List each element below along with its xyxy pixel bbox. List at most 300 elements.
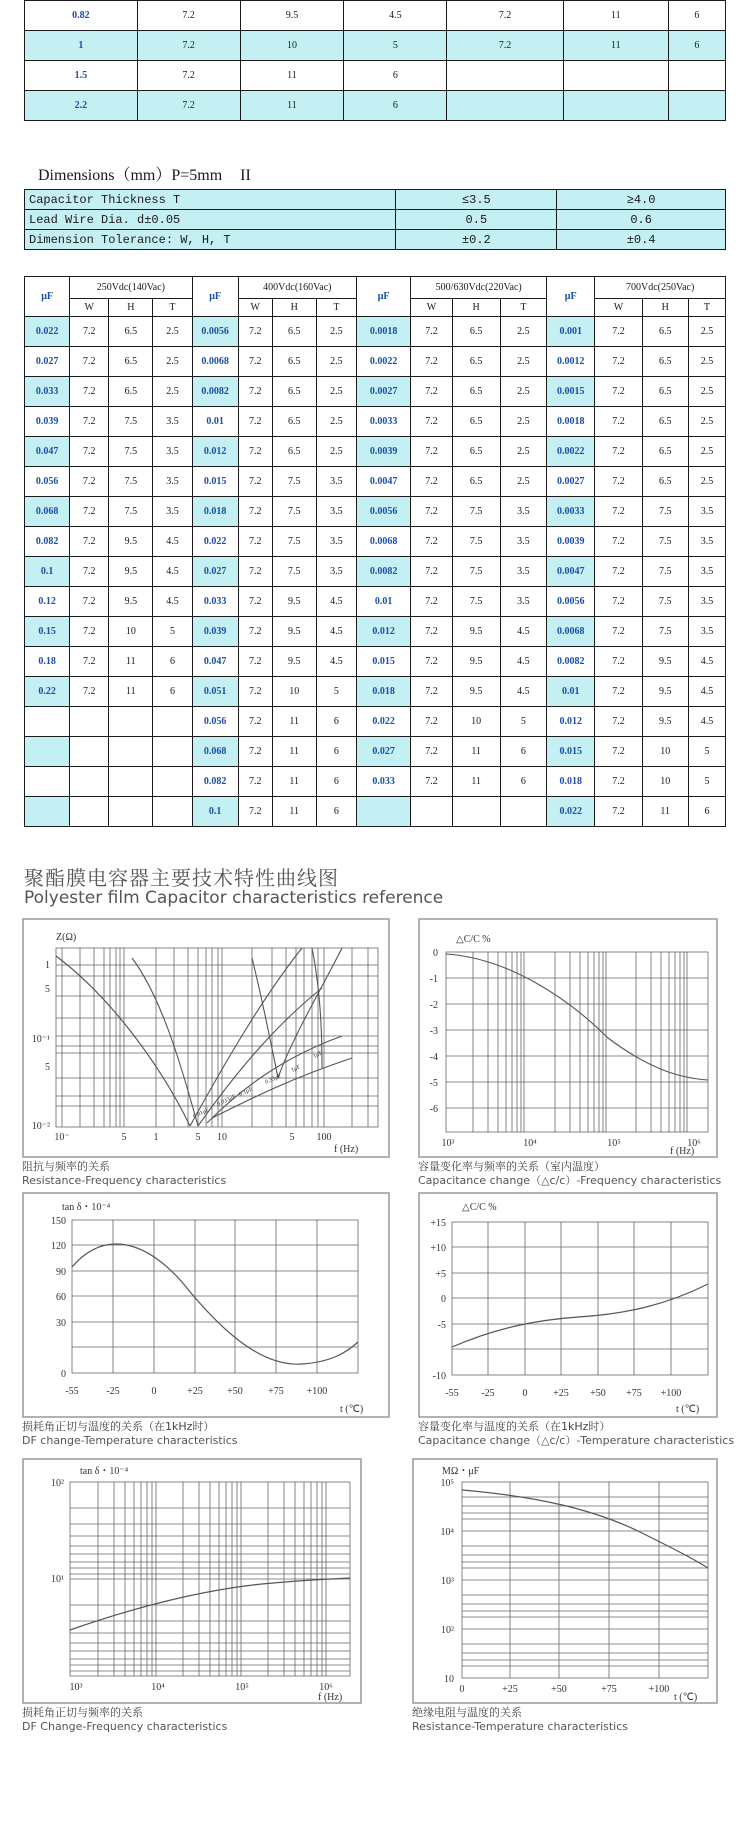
- header-row: [25, 277, 726, 299]
- table-row: [25, 61, 726, 91]
- chart2-caption-en: Capacitance change（△c/c）-Frequency characteristics: [418, 1174, 722, 1187]
- table-cell: [25, 767, 70, 797]
- tick-label: +50: [227, 1386, 243, 1397]
- table-cell: 6.5: [109, 317, 153, 347]
- tick-label: -55: [445, 1388, 459, 1399]
- table-cell: 11: [452, 737, 500, 767]
- table-cell: 0.022: [192, 527, 238, 557]
- table-cell: 0.022: [356, 707, 410, 737]
- table-cell: 7.2: [595, 347, 642, 377]
- table-cell: 0.056: [25, 467, 70, 497]
- table-cell: 2.5: [153, 377, 192, 407]
- table-cell: 2.5: [316, 407, 356, 437]
- table-cell: 6.5: [642, 347, 688, 377]
- table-row: [25, 677, 726, 707]
- table-cell: 0.082: [192, 767, 238, 797]
- tick-label: 1: [45, 960, 50, 971]
- tick-label: 10²: [441, 1625, 454, 1636]
- table-cell: [153, 767, 192, 797]
- table-cell: 9.5: [642, 647, 688, 677]
- table-cell: 2.5: [688, 317, 725, 347]
- table-cell: 4.5: [500, 647, 546, 677]
- tick-label: 10⁵: [235, 1682, 249, 1693]
- table-cell: 3.5: [153, 437, 192, 467]
- table-cell: 11: [272, 797, 316, 827]
- table-cell: 5: [688, 737, 725, 767]
- table-cell: 7.2: [238, 587, 272, 617]
- table-cell: 7.2: [411, 317, 452, 347]
- table-cell: 6: [668, 1, 725, 31]
- table-cell: 7.2: [447, 31, 564, 61]
- tick-label: 5: [45, 984, 50, 995]
- table-cell: 2.5: [500, 407, 546, 437]
- table-cell: 7.2: [70, 347, 109, 377]
- table-cell: 3.5: [153, 467, 192, 497]
- table-cell: 11: [642, 797, 688, 827]
- chart6-caption-en: Resistance-Temperature characteristics: [412, 1720, 629, 1733]
- ylabel: Z(Ω): [56, 932, 77, 943]
- table-cell: 0.056: [192, 707, 238, 737]
- table-cell: 2.5: [316, 347, 356, 377]
- table-cell: 0.0082: [356, 557, 410, 587]
- chart3-caption-cn: 损耗角正切与温度的关系（在1kHz时）: [22, 1420, 215, 1433]
- table-cell: 4.5: [344, 1, 447, 31]
- grid: [452, 1222, 708, 1375]
- table-cell: 0.01: [547, 677, 595, 707]
- table-cell: 7.2: [595, 407, 642, 437]
- table-cell: 3.5: [316, 527, 356, 557]
- table-cell: 7.2: [238, 707, 272, 737]
- table-cell: 0.022: [547, 797, 595, 827]
- table-cell: 7.2: [411, 707, 452, 737]
- tick-label: -25: [106, 1386, 120, 1397]
- tick-label: 0: [151, 1386, 157, 1397]
- table-cell: 2.5: [153, 347, 192, 377]
- ylabel: MΩ・μF: [442, 1466, 480, 1477]
- table-cell: 0.018: [192, 497, 238, 527]
- table-cell: 0.001: [547, 317, 595, 347]
- grid: [72, 1220, 358, 1373]
- tick-label: 10⁴: [440, 1527, 454, 1538]
- tick-label: 0: [61, 1369, 66, 1380]
- table-row: [25, 91, 726, 121]
- table-cell: 0.0039: [547, 527, 595, 557]
- table-cell: 7.2: [70, 587, 109, 617]
- table-cell: 4.5: [688, 707, 725, 737]
- table-cell: 11: [563, 1, 668, 31]
- tick-label: 30: [56, 1318, 66, 1329]
- table-row: [25, 707, 726, 737]
- table-cell: 0.047: [25, 437, 70, 467]
- table-cell: 7.2: [411, 497, 452, 527]
- table-cell: 7.2: [411, 677, 452, 707]
- table-cell: 7.2: [238, 767, 272, 797]
- table-cell: 7.2: [238, 317, 272, 347]
- curve: [452, 1284, 708, 1347]
- table-cell: 3.5: [500, 557, 546, 587]
- table-cell: 7.5: [272, 467, 316, 497]
- ylabel: △C/C %: [456, 934, 491, 945]
- table-cell: 7.2: [238, 647, 272, 677]
- table-cell: 7.2: [447, 1, 564, 31]
- tick-label: 10³: [441, 1576, 454, 1587]
- table-cell: 5: [500, 707, 546, 737]
- table-cell: 3.5: [688, 617, 725, 647]
- table-cell: 0.15: [25, 617, 70, 647]
- table-row: [25, 527, 726, 557]
- table-cell: 0.1: [192, 797, 238, 827]
- table-cell: 2.5: [500, 467, 546, 497]
- chart-capacitance-temperature: [418, 1192, 718, 1418]
- table-cell: 6.5: [109, 377, 153, 407]
- xlabel: f (Hz): [670, 1146, 695, 1157]
- tick-label: -55: [65, 1386, 79, 1397]
- table-cell: 7.5: [642, 527, 688, 557]
- table-cell: 3.5: [500, 497, 546, 527]
- table-cell: 0.012: [192, 437, 238, 467]
- y-ticks: [32, 960, 50, 1132]
- table-cell: 3.5: [316, 557, 356, 587]
- table-cell: 10: [452, 707, 500, 737]
- table-cell: 6.5: [452, 437, 500, 467]
- chart4-caption-cn: 容量变化率与温度的关系（在1kHz时）: [418, 1420, 611, 1433]
- chart5-caption-cn: 损耗角正切与频率的关系: [22, 1706, 143, 1719]
- table-cell: 6.5: [642, 467, 688, 497]
- table-cell: 7.2: [595, 437, 642, 467]
- table-cell: 2.5: [316, 437, 356, 467]
- table-cell: 0.0033: [547, 497, 595, 527]
- table-row: [25, 587, 726, 617]
- table-cell: 0.82: [25, 1, 138, 31]
- table-cell: 4.5: [316, 587, 356, 617]
- table-cell: 5: [316, 677, 356, 707]
- chart2-caption-cn: 容量变化率与频率的关系（室内温度）: [418, 1160, 605, 1173]
- ylabel: tan δ・10⁻⁴: [80, 1466, 129, 1477]
- table-row: [25, 407, 726, 437]
- table-cell: 3.5: [688, 557, 725, 587]
- chart3-caption-en: DF change-Temperature characteristics: [22, 1434, 238, 1447]
- table-cell: 9.5: [452, 677, 500, 707]
- table-cell: 7.2: [70, 407, 109, 437]
- table-cell: 3.5: [500, 587, 546, 617]
- table-cell: 9.5: [452, 617, 500, 647]
- dimension-label: Capacitor Thickness T: [25, 190, 396, 210]
- table-cell: 0.0082: [192, 377, 238, 407]
- table-cell: 6: [500, 767, 546, 797]
- table-row: [25, 190, 726, 210]
- table-cell: 3.5: [500, 527, 546, 557]
- table-cell: 0.0018: [356, 317, 410, 347]
- table-row: [25, 377, 726, 407]
- table-cell: 10: [642, 737, 688, 767]
- tick-label: 10⁵: [440, 1478, 454, 1489]
- table-cell: 5: [153, 617, 192, 647]
- table-cell: 2.5: [500, 317, 546, 347]
- chart-frame: [23, 1459, 361, 1703]
- table-cell: [109, 737, 153, 767]
- table-cell: [356, 797, 410, 827]
- table-cell: 7.2: [595, 707, 642, 737]
- grid: [70, 1482, 350, 1676]
- table-cell: 0.012: [356, 617, 410, 647]
- table-cell: 0.033: [25, 377, 70, 407]
- dim-header: W: [238, 299, 272, 317]
- table-cell: 6: [688, 797, 725, 827]
- curve: [462, 1490, 708, 1568]
- table-cell: 7.2: [238, 737, 272, 767]
- table-cell: 7.5: [272, 497, 316, 527]
- table-cell: 7.2: [411, 377, 452, 407]
- table-cell: 0.027: [192, 557, 238, 587]
- table-cell: 7.2: [70, 377, 109, 407]
- table-cell: 11: [272, 767, 316, 797]
- table-cell: 0.039: [192, 617, 238, 647]
- table-cell: [452, 797, 500, 827]
- dim-header: H: [452, 299, 500, 317]
- xlabel: f (Hz): [334, 1144, 359, 1155]
- dimensions-heading: [38, 162, 251, 185]
- table-cell: 0.0039: [356, 437, 410, 467]
- curve-label: 0.033μF: [216, 1093, 238, 1108]
- curves: [56, 948, 352, 1126]
- chart-frame: [419, 919, 717, 1157]
- table-cell: 7.2: [70, 317, 109, 347]
- tick-label: +50: [551, 1684, 567, 1695]
- table-cell: 6.5: [272, 377, 316, 407]
- table-cell: 7.2: [137, 31, 240, 61]
- table-cell: 6.5: [452, 407, 500, 437]
- dimension-value: ≤3.5: [396, 190, 557, 210]
- xlabel: t (℃): [674, 1692, 698, 1703]
- table-cell: 7.2: [411, 527, 452, 557]
- table-cell: 7.5: [642, 557, 688, 587]
- grid: [446, 952, 708, 1132]
- table-row: [25, 347, 726, 377]
- table-cell: 11: [109, 647, 153, 677]
- table-cell: 0.0022: [547, 437, 595, 467]
- table-cell: 0.022: [25, 317, 70, 347]
- table-cell: 0.01: [356, 587, 410, 617]
- chart-impedance-frequency: [22, 918, 390, 1158]
- voltage-header: 400Vdc(160Vac): [238, 277, 356, 299]
- table-cell: 2.5: [316, 317, 356, 347]
- table-cell: 0.015: [547, 737, 595, 767]
- tick-label: 0: [522, 1388, 528, 1399]
- tick-label: 10⁶: [687, 1138, 701, 1149]
- table-cell: 6.5: [452, 317, 500, 347]
- x-ticks: [70, 1682, 334, 1693]
- characteristics-title-cn: 聚酯膜电容器主要技术特性曲线图: [24, 866, 339, 890]
- y-ticks: [430, 1218, 446, 1382]
- table-cell: 10: [642, 767, 688, 797]
- tick-label: -5: [429, 1078, 438, 1089]
- table-cell: 9.5: [452, 647, 500, 677]
- tick-label: 10⁵: [607, 1138, 621, 1149]
- chart4-caption-en: Capacitance change（△c/c）-Temperature characteristics: [418, 1434, 735, 1447]
- table-cell: 2.5: [688, 437, 725, 467]
- table-cell: 7.2: [238, 617, 272, 647]
- table-cell: 6.5: [272, 407, 316, 437]
- table-cell: 7.5: [452, 527, 500, 557]
- table-cell: 0.0018: [547, 407, 595, 437]
- dimension-value: ±0.4: [557, 230, 726, 250]
- table-cell: 9.5: [272, 617, 316, 647]
- table-cell: 0.039: [25, 407, 70, 437]
- chart-frame: [413, 1459, 717, 1703]
- table-cell: 7.5: [109, 497, 153, 527]
- table-cell: 7.2: [595, 587, 642, 617]
- y-ticks: [441, 1478, 455, 1685]
- chart1-caption-cn: 阻抗与频率的关系: [22, 1160, 110, 1173]
- table-cell: 0.0033: [356, 407, 410, 437]
- table-cell: 7.5: [272, 557, 316, 587]
- table-cell: 11: [240, 91, 344, 121]
- table-cell: 7.2: [411, 617, 452, 647]
- table-cell: 7.5: [109, 437, 153, 467]
- table-cell: 7.2: [411, 767, 452, 797]
- xlabel: t (℃): [340, 1404, 364, 1415]
- table-cell: 0.18: [25, 647, 70, 677]
- table-cell: 0.0022: [356, 347, 410, 377]
- table-cell: 0.22: [25, 677, 70, 707]
- dim-header: T: [316, 299, 356, 317]
- table-cell: 6.5: [642, 377, 688, 407]
- table-cell: 0.0012: [547, 347, 595, 377]
- table-cell: [109, 797, 153, 827]
- table-cell: 2.5: [500, 377, 546, 407]
- uf-header: μF: [356, 277, 410, 317]
- table-cell: 7.2: [411, 587, 452, 617]
- table-cell: 6: [316, 707, 356, 737]
- table-cell: 7.2: [411, 407, 452, 437]
- curve: [72, 1244, 358, 1364]
- table-cell: [25, 797, 70, 827]
- table-cell: 4.5: [500, 677, 546, 707]
- ylabel: △C/C %: [462, 1202, 497, 1213]
- voltage-header: 500/630Vdc(220Vac): [411, 277, 547, 299]
- table-cell: 7.2: [595, 797, 642, 827]
- tick-label: 10⁻¹: [31, 1034, 50, 1045]
- y-ticks: [51, 1478, 64, 1585]
- table-cell: 0.0068: [192, 347, 238, 377]
- table-cell: 0.018: [547, 767, 595, 797]
- table-cell: 0.0068: [547, 617, 595, 647]
- table-cell: 9.5: [109, 557, 153, 587]
- x-ticks: [65, 1386, 327, 1397]
- dim-header: W: [411, 299, 452, 317]
- table-cell: 7.2: [238, 437, 272, 467]
- chart6-caption-cn: 绝缘电阻与温度的关系: [412, 1706, 522, 1719]
- table-cell: 7.2: [70, 497, 109, 527]
- tick-label: 10⁻: [54, 1132, 70, 1143]
- chart1-caption-en: Resistance-Frequency characteristics: [22, 1174, 227, 1187]
- table-cell: 2.2: [25, 91, 138, 121]
- table-cell: 7.5: [642, 497, 688, 527]
- table-cell: 6: [500, 737, 546, 767]
- characteristics-title-en: Polyester film Capacitor characteristics reference: [24, 888, 444, 908]
- tick-label: +25: [553, 1388, 569, 1399]
- table-cell: 2.5: [688, 347, 725, 377]
- dimension-label: Lead Wire Dia. d±0.05: [25, 210, 396, 230]
- table-row: [25, 31, 726, 61]
- curve-label: 0.1μF: [238, 1086, 254, 1098]
- table-cell: 7.2: [595, 557, 642, 587]
- dim-header: T: [688, 299, 725, 317]
- tick-label: +10: [430, 1243, 446, 1254]
- table-cell: 3.5: [316, 497, 356, 527]
- table-cell: 7.2: [238, 677, 272, 707]
- table-cell: 7.2: [595, 767, 642, 797]
- uf-header: μF: [25, 277, 70, 317]
- table-cell: 7.2: [70, 677, 109, 707]
- table-cell: 6: [668, 31, 725, 61]
- table-cell: 11: [272, 707, 316, 737]
- table-cell: 0.082: [25, 527, 70, 557]
- dimension-value: ±0.2: [396, 230, 557, 250]
- xlabel: f (Hz): [318, 1692, 343, 1703]
- chart-df-temperature: [22, 1192, 390, 1418]
- table-row: [25, 767, 726, 797]
- tick-label: 10²: [51, 1478, 64, 1489]
- table-cell: 11: [272, 737, 316, 767]
- table-cell: 4.5: [316, 617, 356, 647]
- table-cell: 10: [272, 677, 316, 707]
- table-cell: 7.2: [595, 467, 642, 497]
- table-cell: 6: [153, 647, 192, 677]
- table-cell: 7.2: [595, 647, 642, 677]
- capacitance-dimensions-table: [24, 276, 726, 827]
- uf-header: μF: [547, 277, 595, 317]
- uf-header: μF: [192, 277, 238, 317]
- tick-label: 5: [195, 1132, 201, 1143]
- table-cell: 6.5: [642, 317, 688, 347]
- curve-label: 0.33μF: [264, 1073, 283, 1086]
- x-ticks: [445, 1388, 681, 1399]
- table-cell: 10: [240, 31, 344, 61]
- tick-label: 10¹: [51, 1574, 64, 1585]
- table-cell: 0.01: [192, 407, 238, 437]
- table-cell: 7.2: [595, 677, 642, 707]
- table-cell: 11: [240, 61, 344, 91]
- ylabel: tan δ・10⁻⁴: [62, 1202, 111, 1213]
- dimension-value: 0.5: [396, 210, 557, 230]
- table-cell: 6.5: [272, 437, 316, 467]
- tick-label: 5: [121, 1132, 127, 1143]
- dim-header: W: [595, 299, 642, 317]
- table-cell: 6: [153, 677, 192, 707]
- table-cell: 5: [344, 31, 447, 61]
- table-cell: 7.5: [642, 617, 688, 647]
- curve-label: 1μF: [290, 1064, 302, 1074]
- table-cell: 6.5: [452, 347, 500, 377]
- table-cell: 7.2: [70, 437, 109, 467]
- tick-label: 10: [217, 1132, 227, 1143]
- table-cell: [109, 707, 153, 737]
- table-row: [25, 437, 726, 467]
- table-cell: 2.5: [688, 377, 725, 407]
- table-cell: [500, 797, 546, 827]
- table-cell: 7.2: [137, 1, 240, 31]
- table-cell: 2.5: [316, 377, 356, 407]
- table-cell: 7.2: [70, 647, 109, 677]
- table-cell: 6: [316, 767, 356, 797]
- table-cell: 7.2: [595, 737, 642, 767]
- table-row: [25, 317, 726, 347]
- chart5-caption-en: DF Change-Frequency characteristics: [22, 1720, 228, 1733]
- table-cell: 6.5: [642, 407, 688, 437]
- table-cell: 6.5: [452, 467, 500, 497]
- table-cell: 4.5: [153, 557, 192, 587]
